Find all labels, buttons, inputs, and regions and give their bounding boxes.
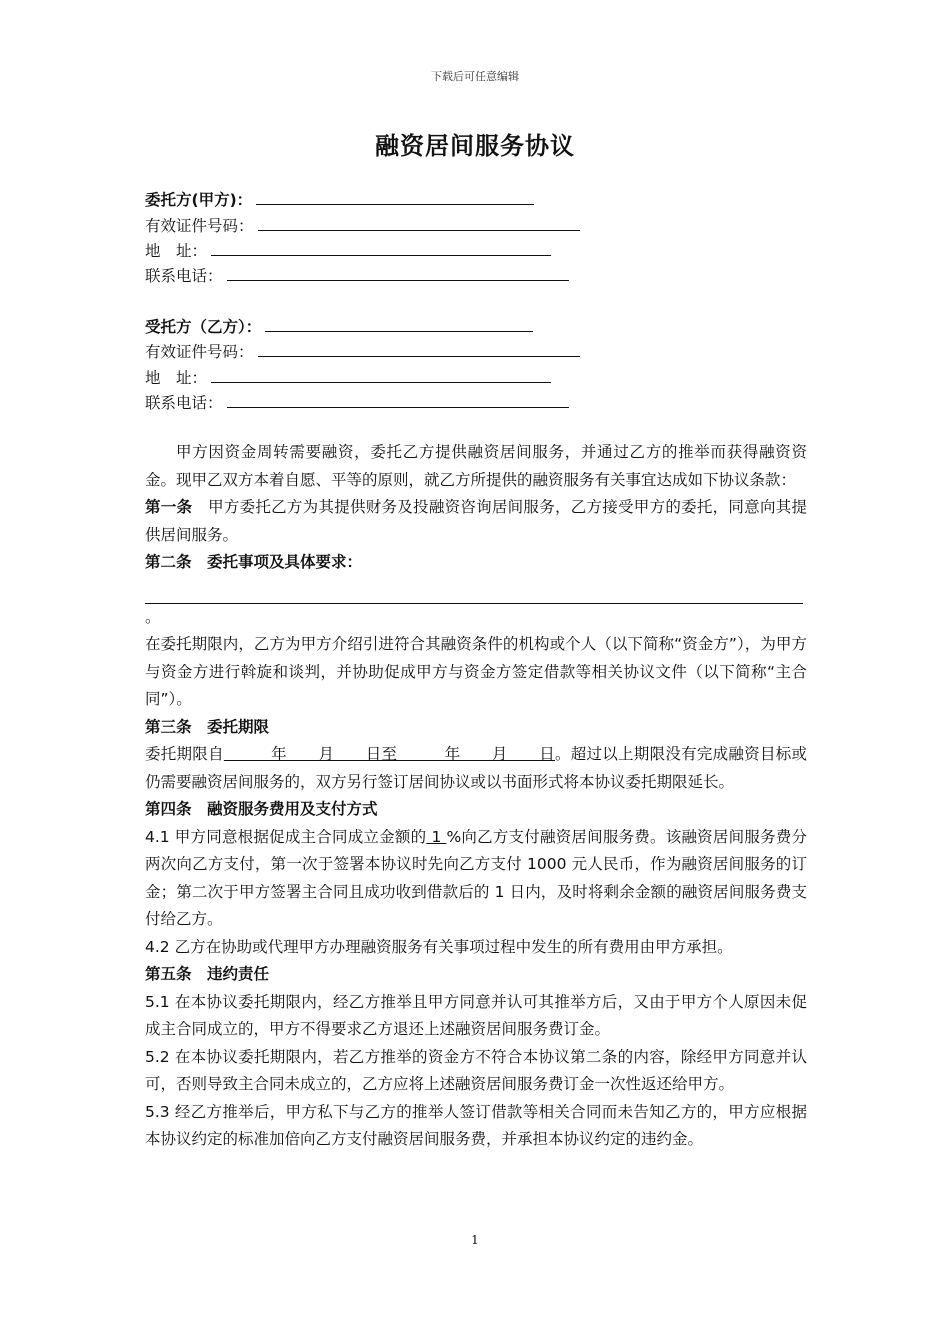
page-number: 1 [471, 1233, 479, 1247]
article-1-text: 甲方委托乙方为其提供财务及投融资咨询居间服务，乙方接受甲方的委托，同意向其提供居间服务。 [145, 498, 807, 544]
article-2-text: 在委托期限内，乙方为甲方介绍引进符合其融资条件的机构或个人（以下简称“资金方”），为甲方与资金方进行斡旋和谈判，并协助促成甲方与资金方签定借款等相关协议文件（以下简称“主合同”）。 [145, 635, 807, 708]
party-b-id-label: 有效证件号码： [145, 343, 254, 361]
party-a-address-blank [211, 240, 551, 256]
article-1-heading: 第一条 [145, 498, 193, 516]
party-a-id-field [145, 215, 580, 237]
article-3-text [145, 741, 807, 796]
party-b-id-field [145, 341, 580, 363]
party-a-phone-blank [227, 265, 569, 281]
party-a-phone-field [145, 265, 569, 287]
article-2-blank-line [145, 577, 803, 604]
party-a-phone-label: 联系电话： [145, 267, 223, 285]
article-3-prefix: 委托期限自 [145, 745, 224, 763]
party-b-phone-blank [227, 392, 569, 408]
article-3-date-range: 年 月 日至 年 月 日 [223, 745, 555, 763]
party-a-id-blank [258, 215, 580, 231]
article-5-clause-1: 5.1 在本协议委托期限内，经乙方推举且甲方同意并认可其推举方后，又由于甲方个人原因未促成主合同成立的，甲方不得要求乙方退还上述融资居间服务费订金。 [145, 992, 807, 1038]
header-note: 下载后可任意编辑 [431, 70, 519, 83]
contract-body [145, 439, 807, 1154]
party-a-id-label: 有效证件号码： [145, 217, 254, 235]
intro-paragraph: 甲方因资金周转需要融资，委托乙方提供融资居间服务，并通过乙方的推举而获得融资资金。现甲乙双方本着自愿、平等的原则，就乙方所提供的融资服务有关事宜达成如下协议条款： [145, 443, 807, 489]
article-3-heading: 第三条 委托期限 [145, 717, 270, 736]
article-4-heading: 第四条 融资服务费用及支付方式 [145, 800, 378, 818]
party-b-phone-label: 联系电话： [145, 394, 223, 412]
article-4-c1-prefix: 4.1 甲方同意根据促成主合同成立金额的 [145, 827, 427, 846]
party-a-name-blank [256, 189, 534, 205]
article-4-c1-suffix: %向乙方支付融资居间服务费。该融资居间服务费分两次向乙方支付，第一次于签署本协议时先向乙方支付 1000 元人民币，作为融资居间服务的订金；第二次于甲方签署主合同且成功收到借款后的 1 日内，及时将剩余金额的融资居间服务费支付给乙方。 [145, 827, 807, 928]
article-5-clause-2: 5.2 在本协议委托期限内，若乙方推举的资金方不符合本协议第二条的内容，除经甲方同意并认可，否则导致主合同未成立的，乙方应将上述融资居间服务费订金一次性返还给甲方。 [145, 1047, 807, 1093]
article-4-c1-rate: 1 [426, 827, 447, 846]
article-3-suffix: 。超过以上期限没有完成融资目标或仍需要融资居间服务的，双方另行签订居间协议或以书面形式将本协议委托期限延长。 [145, 745, 807, 791]
party-a-address-field [145, 240, 551, 262]
party-a-label: 委托方(甲方)： [145, 191, 253, 209]
article-4-clause-1 [145, 824, 807, 934]
article-1 [145, 494, 807, 549]
article-2-blank-end: 。 [145, 607, 161, 626]
party-a-address-label: 地 址： [145, 242, 208, 260]
party-b-address-blank [211, 367, 551, 383]
party-a-name-field [145, 189, 534, 211]
party-b-address-field [145, 367, 551, 389]
party-b-name-field [145, 316, 533, 338]
party-b-id-blank [258, 341, 580, 357]
party-b-name-blank [265, 316, 533, 332]
article-5-clause-3: 5.3 经乙方推举后，甲方私下与乙方的推举人签订借款等相关合同而未告知乙方的，甲方应根据本协议约定的标准加倍向乙方支付融资居间服务费，并承担本协议约定的违约金。 [145, 1102, 807, 1148]
article-4-clause-2: 4.2 乙方在协助或代理甲方办理融资服务有关事项过程中发生的所有费用由甲方承担。 [145, 937, 733, 956]
party-b-address-label: 地 址： [145, 369, 208, 387]
document-title: 融资居间服务协议 [375, 132, 575, 160]
party-b-label: 受托方（乙方）： [145, 318, 262, 336]
article-2-heading: 第二条 委托事项及具体要求： [145, 553, 363, 571]
article-5-heading: 第五条 违约责任 [145, 965, 270, 983]
party-b-phone-field [145, 392, 569, 414]
